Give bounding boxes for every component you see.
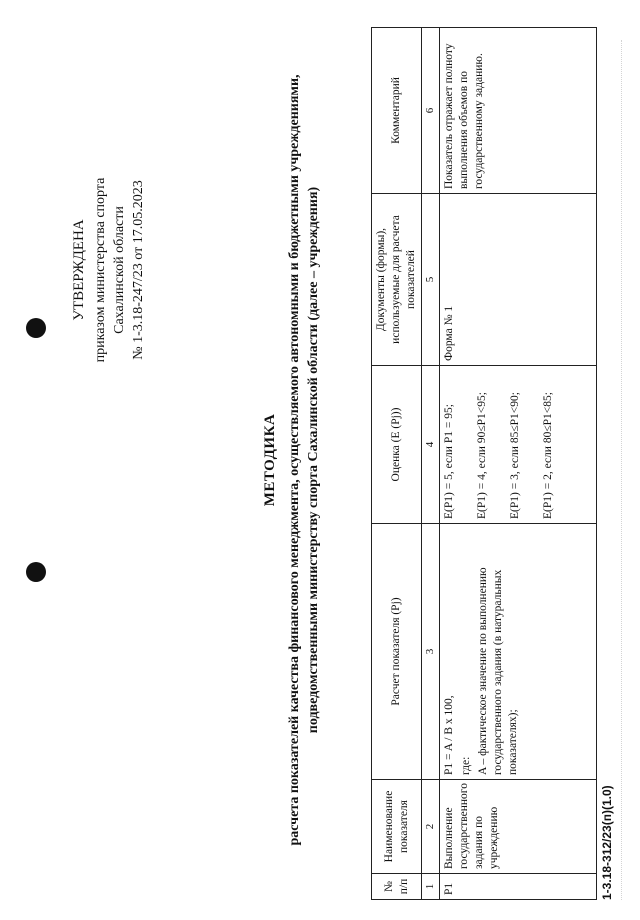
approval-stamp — [70, 80, 148, 460]
grade-line: E(P1) = 5, если P1 = 95; — [443, 404, 455, 519]
row-calculation — [440, 524, 597, 780]
column-number: 2 — [422, 780, 440, 874]
approval-heading: УТВЕРЖДЕНА — [71, 219, 87, 321]
approval-line-3: № 1-3.18-247/23 от 17.05.2023 — [131, 180, 146, 360]
row-id: P1 — [440, 874, 597, 900]
document-code: 1-3.18-312/23(п)(1.0) — [600, 785, 614, 900]
row-document: Форма № 1 — [440, 194, 597, 366]
row-comment: Показатель отражает полноту выполнения объемов по государственному заданию. — [440, 28, 597, 194]
row-indicator-name: Выполнение государственного задания по учреждению — [440, 780, 597, 874]
row-grade — [440, 366, 597, 524]
header-calculation: Расчет показателя (Pj) — [372, 524, 422, 780]
document-title-block — [262, 40, 323, 880]
calc-formula: P1 = A / B x 100, — [443, 695, 455, 775]
document-title: МЕТОДИКА — [262, 413, 278, 507]
column-number: 4 — [422, 366, 440, 524]
grade-line: E(P1) = 4, если 90≤P1<95; — [476, 392, 488, 519]
header-indicator-name: Наименование показателя — [372, 780, 422, 874]
calc-where: где: — [460, 756, 472, 775]
header-number: № п/п — [372, 874, 422, 900]
column-number: 3 — [422, 524, 440, 780]
header-grade: Оценка (E (Pj)) — [372, 366, 422, 524]
column-number: 5 — [422, 194, 440, 366]
grade-line: E(P1) = 3, если 85≤P1<90; — [509, 392, 521, 519]
approval-line-1: приказом министерства спорта — [93, 177, 108, 363]
column-number: 1 — [422, 874, 440, 900]
grade-line: E(P1) = 2, если 80≤P1<85; — [542, 392, 554, 519]
header-comment: Комментарий — [372, 28, 422, 194]
table-column-numbers-row — [422, 28, 440, 900]
table-header-row — [372, 28, 422, 900]
approval-line-2: Сахалинской области — [112, 206, 127, 334]
calc-definition: A – фактическое значение по выполнению государственного задания (в натуральных показателях); — [477, 567, 519, 775]
column-number: 6 — [422, 28, 440, 194]
indicators-table — [371, 27, 597, 900]
table-row — [440, 28, 597, 900]
header-documents: Документы (формы), используемые для расчета показателей — [372, 194, 422, 366]
document-subtitle: расчета показателей качества финансового менеджмента, осуществляемого автономными и бюджетными учреждениями, подведомственными министерству спорта Сахалинской области (далее – учреждения) — [287, 74, 321, 846]
